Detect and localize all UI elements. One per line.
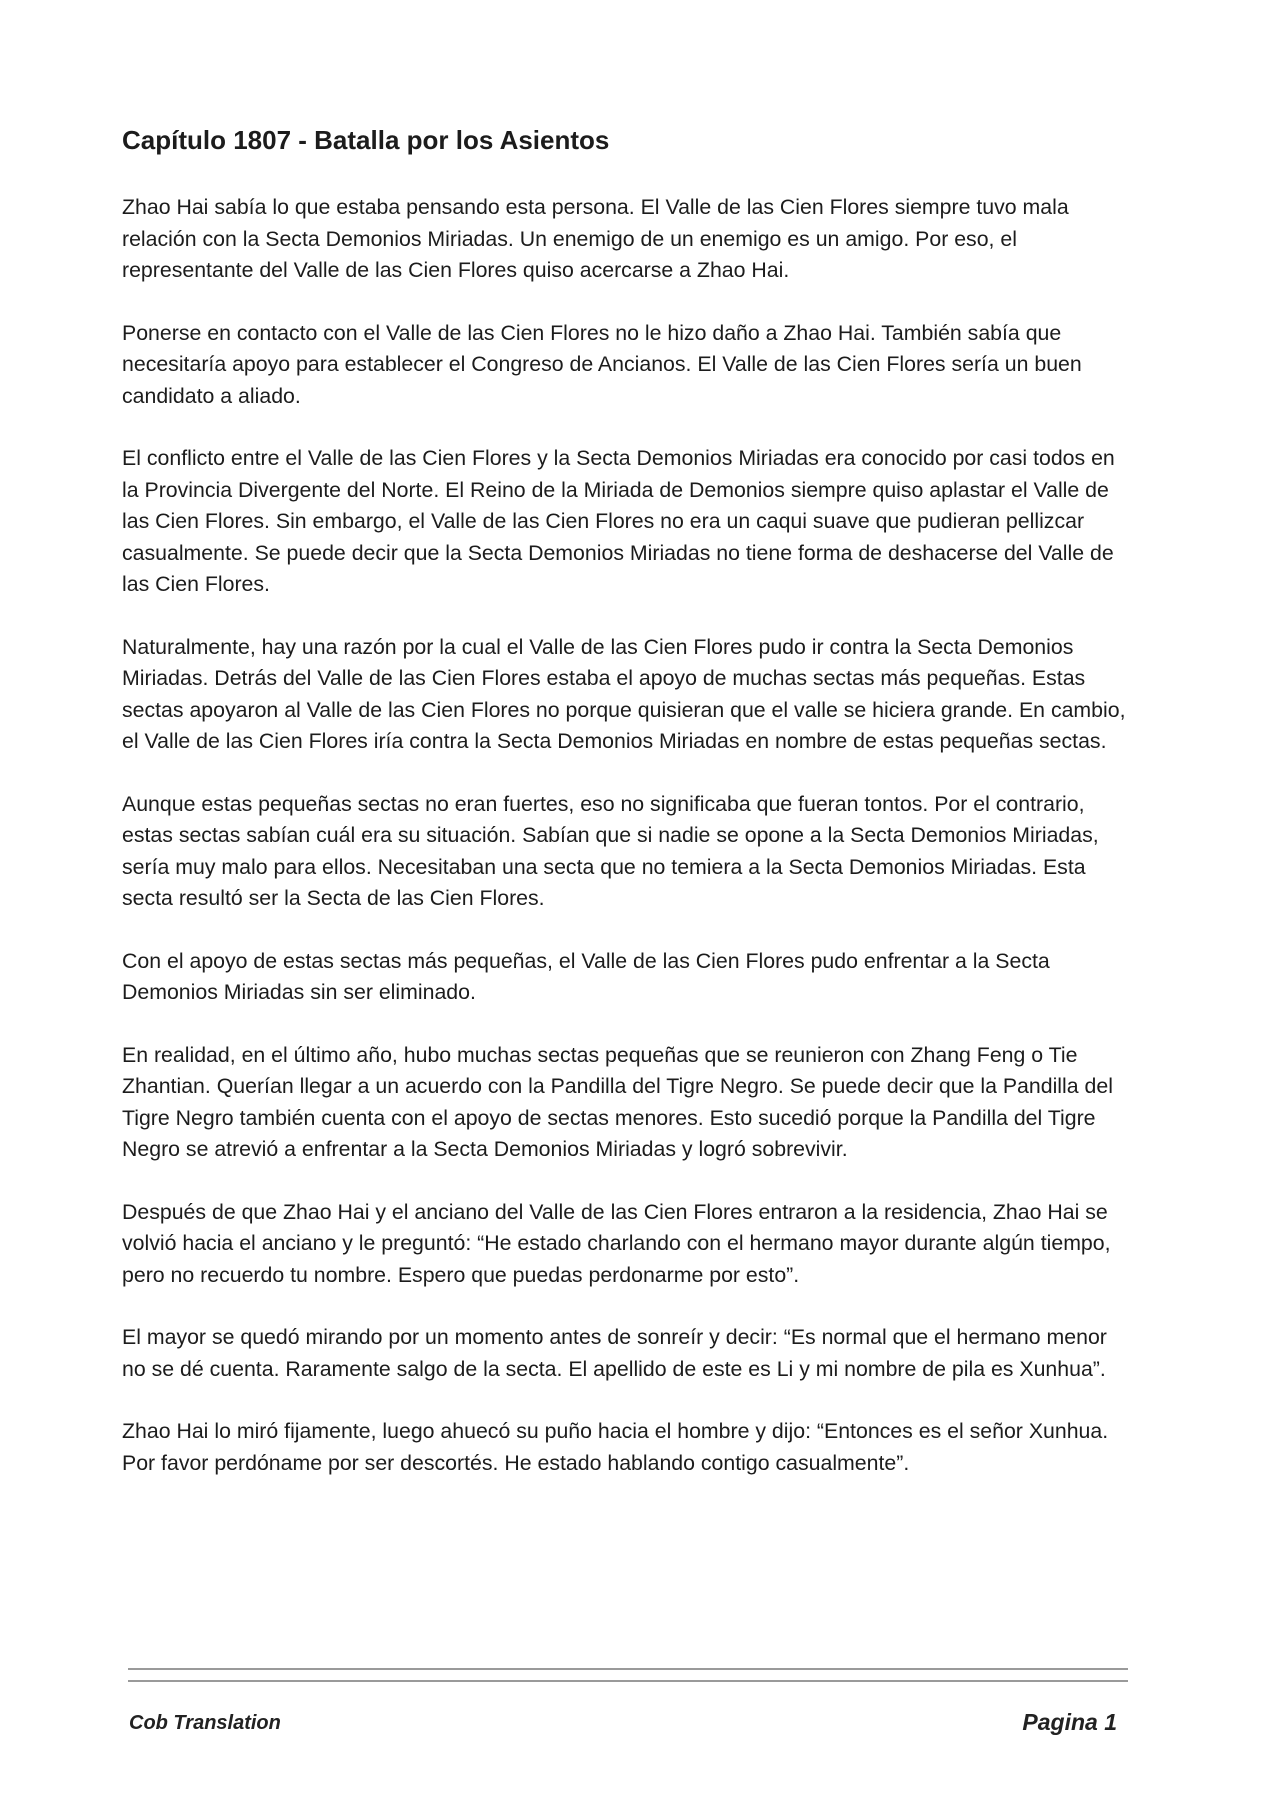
paragraph: En realidad, en el último año, hubo muchas sectas pequeñas que se reunieron con Zhang Feng o Tie Zhantian. Querían llegar a un acuerdo con la Pandilla del Tigre Negro. Se puede decir que la Pandilla del Tigre Negro también cuenta con el apoyo de sectas menores. Esto sucedió porque la Pandilla del Tigre Negro se atrevió a enfrentar a la Secta Demonios Miriadas y logró sobrevivir. xyxy=(122,1042,1113,1161)
chapter-title: Capítulo 1807 - Batalla por los Asientos xyxy=(122,125,610,155)
paragraph: Ponerse en contacto con el Valle de las Cien Flores no le hizo daño a Zhao Hai. También sabía que necesitaría apoyo para establecer el Congreso de Ancianos. El Valle de las Cien Flores sería un buen candidato a aliado. xyxy=(122,320,1082,408)
footer-divider-bottom xyxy=(128,1680,1128,1682)
paragraph: Con el apoyo de estas sectas más pequeñas, el Valle de las Cien Flores pudo enfrentar a la Secta Demonios Miriadas sin ser eliminado. xyxy=(122,948,1050,1004)
footer-page-number: Pagina 1 xyxy=(1022,1709,1117,1735)
paragraph: Aunque estas pequeñas sectas no eran fuertes, eso no significaba que fueran tontos. Por el contrario, estas sectas sabían cuál era su situación. Sabían que si nadie se opone a la Secta Demonios Miriadas, sería muy malo para ellos. Necesitaban una secta que no temiera a la Secta Demonios Miriadas. Esta secta resultó ser la Secta de las Cien Flores. xyxy=(122,791,1099,910)
paragraph: Naturalmente, hay una razón por la cual el Valle de las Cien Flores pudo ir contra la Secta Demonios Miriadas. Detrás del Valle de las Cien Flores estaba el apoyo de muchas sectas más pequeñas. Estas sectas apoyaron al Valle de las Cien Flores no porque quisieran que el valle se hiciera grande. En cambio, el Valle de las Cien Flores iría contra la Secta Demonios Miriadas en nombre de estas pequeñas sectas. xyxy=(122,634,1126,753)
paragraph: El conflicto entre el Valle de las Cien Flores y la Secta Demonios Miriadas era conocido por casi todos en la Provincia Divergente del Norte. El Reino de la Miriada de Demonios siempre quiso aplastar el Valle de las Cien Flores. Sin embargo, el Valle de las Cien Flores no era un caqui suave que pudieran pellizcar casualmente. Se puede decir que la Secta Demonios Miriadas no tiene forma de deshacerse del Valle de las Cien Flores. xyxy=(122,446,1115,596)
paragraph: Zhao Hai lo miró fijamente, luego ahuecó su puño hacia el hombre y dijo: “Entonces es el señor Xunhua. Por favor perdóname por ser descortés. He estado hablando contigo casualmente”. xyxy=(122,1419,1109,1475)
paragraph: Después de que Zhao Hai y el anciano del Valle de las Cien Flores entraron a la residencia, Zhao Hai se volvió hacia el anciano y le preguntó: “He estado charlando con el hermano mayor durante algún tiempo, pero no recuerdo tu nombre. Espero que puedas perdonarme por esto”. xyxy=(122,1199,1111,1287)
document-body xyxy=(122,118,1132,1510)
footer-divider-top xyxy=(128,1668,1128,1670)
footer-publisher: Cob Translation xyxy=(129,1712,281,1734)
paragraph: Zhao Hai sabía lo que estaba pensando esta persona. El Valle de las Cien Flores siempre tuvo mala relación con la Secta Demonios Miriadas. Un enemigo de un enemigo es un amigo. Por eso, el representante del Valle de las Cien Flores quiso acercarse a Zhao Hai. xyxy=(122,195,1069,282)
paragraph: El mayor se quedó mirando por un momento antes de sonreír y decir: “Es normal que el hermano menor no se dé cuenta. Raramente salgo de la secta. El apellido de este es Li y mi nombre de pila es Xunhua”. xyxy=(122,1325,1107,1381)
